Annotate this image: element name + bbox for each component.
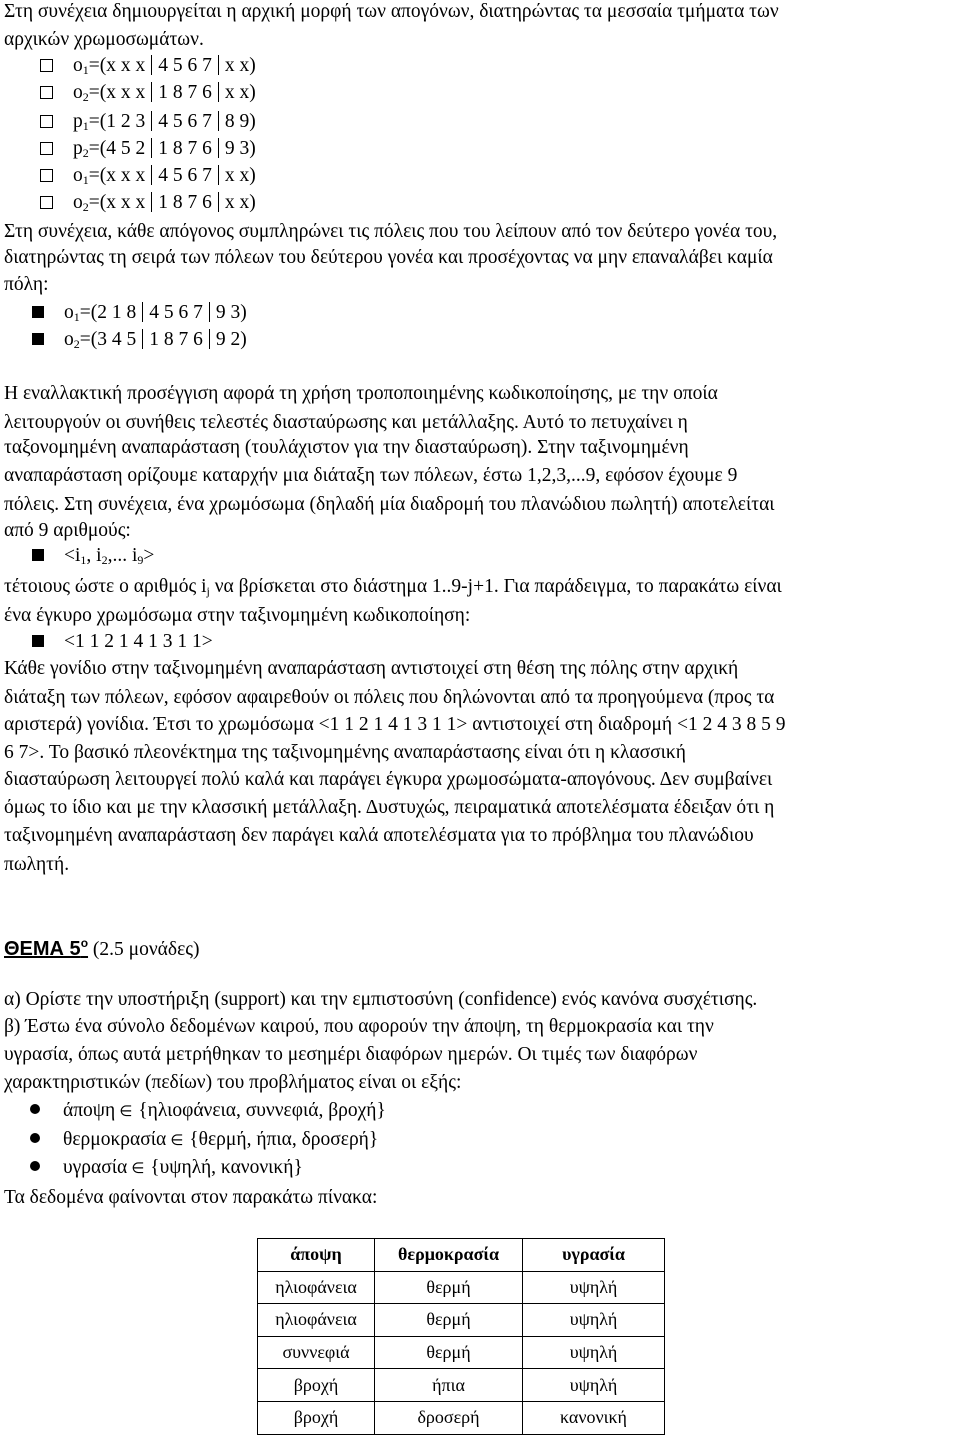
chromosome-right: x x) xyxy=(224,82,256,103)
attribute-values: {ηλιοφάνεια, συννεφιά, βροχή} xyxy=(138,1100,386,1121)
chromosome-middle: 1 8 7 6 xyxy=(149,329,203,350)
table-row xyxy=(258,1336,665,1369)
gene-text-line: όμως το ίδιο και με την κλασσική μετάλλαξη. Δυστυχώς, πειραματικά αποτελέσματα έδειξαν ότι η xyxy=(4,797,775,818)
chromosome-left: =(2 1 8 xyxy=(79,302,137,323)
chromosome-left: =(4 5 2 xyxy=(88,138,146,159)
table-intro: Τα δεδομένα φαίνονται στον παρακάτω πίνακα: xyxy=(4,1187,378,1208)
alt-text-line: λειτουργούν οι συνήθεις τελεστές διασταύρωσης και μετάλλαξης. Αυτό το πετυχαίνει η xyxy=(4,412,688,433)
table-header-cell: υγρασία xyxy=(523,1239,665,1272)
chromosome-middle: 1 8 7 6 xyxy=(158,82,212,103)
intro-text-line: αρχικών χρωμοσωμάτων. xyxy=(4,29,204,50)
element-of-icon: ∈ xyxy=(119,1102,133,1120)
chromosome-var: p xyxy=(73,111,83,132)
table-header-cell: θερμοκρασία xyxy=(375,1239,523,1272)
chromosome-index: 2 xyxy=(73,337,80,351)
alt-text-line: ταξονομημένη αναπαράσταση (τουλάχιστον για την διασταύρωση). Στην ταξινομημένη xyxy=(4,437,689,458)
chromosome-middle: 4 5 6 7 xyxy=(158,55,212,76)
bullet-dot-icon xyxy=(30,1133,40,1143)
table-cell: βροχή xyxy=(258,1369,375,1402)
chromosome-item xyxy=(32,328,247,356)
chromosome-left: =(3 4 5 xyxy=(79,329,137,350)
bullet-dot-icon xyxy=(30,1161,40,1171)
separator-bar xyxy=(218,111,219,131)
chromosome-middle: 1 8 7 6 xyxy=(158,138,212,159)
attribute-item xyxy=(30,1099,386,1123)
chromosome-right: 9 3) xyxy=(215,302,247,323)
intro-text-line: Στη συνέχεια δημιουργείται η αρχική μορφή των απογόνων, διατηρώντας τα μεσσαία τμήματα των xyxy=(4,1,779,22)
gene-text-line: διάταξη των πόλεων, εφόσον αφαιρεθούν οι πόλεις που δηλώνονται από τα προηγούμενα (προς τα xyxy=(4,687,775,708)
separator-bar xyxy=(151,138,152,158)
separator-bar xyxy=(209,329,210,349)
chromosome-left: =(x x x xyxy=(88,165,146,186)
alt-text-line: πόλεις. Στη συνέχεια, ένα χρωμόσωμα (δηλαδή μία διαδρομή του πλανώδιου πωλητή) αποτελείται xyxy=(4,494,775,515)
chromosome-var: p xyxy=(73,138,83,159)
separator-bar xyxy=(218,55,219,75)
gene-text-line: Κάθε γονίδιο στην ταξινομημένη αναπαράσταση αντιστοιχεί στη θέση της πόλης στην αρχική xyxy=(4,658,739,679)
chromosome-item xyxy=(40,81,256,109)
fill-text-line: Στη συνέχεια, κάθε απόγονος συμπληρώνει τις πόλεις που του λείπουν από τον δεύτερο γονέα του, xyxy=(4,221,778,242)
table-cell: δροσερή xyxy=(375,1401,523,1434)
chromosome-var: o xyxy=(64,302,74,323)
chromosome-middle: 4 5 6 7 xyxy=(149,302,203,323)
theme-heading: ΘΕΜΑ $5^o$ (2.5 μονάδες) xyxy=(4,936,200,960)
separator-bar xyxy=(218,165,219,185)
chromosome-index: 1 xyxy=(82,119,89,133)
table-header-cell: άποψη xyxy=(258,1239,375,1272)
table-cell: συννεφιά xyxy=(258,1336,375,1369)
gene-text-line: ταξινομημένη αναπαράσταση δεν παράγει καλά αποτελέσματα για το πρόβλημα του πλανώδιου xyxy=(4,825,754,846)
chromosome-item xyxy=(40,54,256,82)
attribute-item xyxy=(30,1156,303,1180)
chromosome-middle: 4 5 6 7 xyxy=(158,165,212,186)
range-text-line: τέτοιους ώστε ο αριθμός $i_j$ να βρίσκεται στο διάστημα 1..9-j+1. Για παράδειγμα, το παρακάτω είναι xyxy=(4,576,782,598)
table-row xyxy=(258,1369,665,1402)
table-cell: θερμή xyxy=(375,1336,523,1369)
chromosome-middle: 4 5 6 7 xyxy=(158,111,212,132)
chromosome-index: 1 xyxy=(82,173,89,187)
separator-bar xyxy=(151,165,152,185)
chromosome-item xyxy=(32,301,247,329)
checkbox-icon xyxy=(40,59,53,72)
attribute-values: {θερμή, ήπια, δροσερή} xyxy=(189,1129,379,1150)
chromosome-var: o xyxy=(73,82,83,103)
separator-bar xyxy=(151,192,152,212)
checkbox-icon xyxy=(40,86,53,99)
table-cell: κανονική xyxy=(523,1401,665,1434)
question-a: α) Ορίστε την υποστήριξη (support) και την εμπιστοσύνη (confidence) ενός κανόνα συσχέτισης. xyxy=(4,989,758,1010)
table-row xyxy=(258,1401,665,1434)
alt-text-line: Η εναλλακτική προσέγγιση αφορά τη χρήση τροποποιημένης κωδικοποίησης, με την οποία xyxy=(4,383,718,404)
separator-bar xyxy=(151,82,152,102)
table-row xyxy=(258,1304,665,1337)
chromosome-index: 2 xyxy=(82,200,89,214)
chromosome-var: o xyxy=(73,192,83,213)
chromosome-right: x x) xyxy=(224,55,256,76)
fill-text-line: πόλη: xyxy=(4,274,49,295)
table-header-row xyxy=(258,1239,665,1272)
sequence-item: $<i_1$, $i_2$,... $i_9>$ xyxy=(32,544,154,572)
chromosome-right: 8 9) xyxy=(224,111,256,132)
chromosome-right: x x) xyxy=(224,165,256,186)
table-cell: θερμή xyxy=(375,1271,523,1304)
checkbox-icon xyxy=(40,142,53,155)
separator-bar xyxy=(142,302,143,322)
separator-bar xyxy=(218,138,219,158)
attribute-item xyxy=(30,1128,378,1152)
gene-text-line: 6 7>. Το βασικό πλεονέκτημα της ταξινομημένης αναπαράστασης είναι ότι η κλασσική xyxy=(4,742,686,763)
table-cell: θερμή xyxy=(375,1304,523,1337)
table-cell: ηλιοφάνεια xyxy=(258,1271,375,1304)
chromosome-var: o xyxy=(73,165,83,186)
range-text-line: ένα έγκυρο χρωμόσωμα στην ταξινομημένη κωδικοποίηση: xyxy=(4,605,471,626)
table-cell: υψηλή xyxy=(523,1336,665,1369)
table-cell: υψηλή xyxy=(523,1304,665,1337)
separator-bar xyxy=(151,55,152,75)
separator-bar xyxy=(209,302,210,322)
chromosome-index: 2 xyxy=(82,146,89,160)
separator-bar xyxy=(151,111,152,131)
bullet-dot-icon xyxy=(30,1104,40,1114)
square-bullet-icon xyxy=(32,549,44,561)
checkbox-icon xyxy=(40,115,53,128)
chromosome-left: =(x x x xyxy=(88,82,146,103)
square-bullet-icon xyxy=(32,635,44,647)
chromosome-left: =(x x x xyxy=(88,55,146,76)
table-cell: βροχή xyxy=(258,1401,375,1434)
chromosome-right: 9 3) xyxy=(224,138,256,159)
element-of-icon: ∈ xyxy=(170,1131,184,1149)
attribute-name: άποψη xyxy=(63,1100,116,1121)
checkbox-icon xyxy=(40,169,53,182)
question-b-line: υγρασία, όπως αυτά μετρήθηκαν το μεσημέρι διαφόρων ημερών. Οι τιμές των διαφόρων xyxy=(4,1044,698,1065)
element-of-icon: ∈ xyxy=(131,1159,145,1177)
table-cell: ήπια xyxy=(375,1369,523,1402)
chromosome-var: o xyxy=(73,55,83,76)
fill-text-line: διατηρώντας τη σειρά των πόλεων του δεύτερου γονέα και προσέχοντας να μην επαναλάβει καμία xyxy=(4,247,773,268)
chromosome-item xyxy=(40,191,256,219)
chromosome-item xyxy=(40,164,256,192)
alt-text-line: αναπαράσταση ορίζουμε καταρχήν μια διάταξη των πόλεων, έστω 1,2,3,...9, εφόσον έχουμε 9 xyxy=(4,465,738,486)
question-b-line: χαρακτηριστικών (πεδίων) του προβλήματος είναι οι εξής: xyxy=(4,1072,462,1093)
chromosome-item xyxy=(40,110,256,138)
separator-bar xyxy=(142,329,143,349)
square-bullet-icon xyxy=(32,306,44,318)
example-chromosome-item: <1 1 2 1 4 1 3 1 1> xyxy=(32,630,213,654)
separator-bar xyxy=(218,82,219,102)
chromosome-middle: 1 8 7 6 xyxy=(158,192,212,213)
chromosome-left: =(1 2 3 xyxy=(88,111,146,132)
chromosome-left: =(x x x xyxy=(88,192,146,213)
question-b-line: β) Έστω ένα σύνολο δεδομένων καιρού, που αφορούν την άποψη, τη θερμοκρασία και την xyxy=(4,1016,714,1037)
table-row xyxy=(258,1271,665,1304)
checkbox-icon xyxy=(40,196,53,209)
separator-bar xyxy=(218,192,219,212)
chromosome-index: 1 xyxy=(73,310,80,324)
chromosome-right: 9 2) xyxy=(215,329,247,350)
square-bullet-icon xyxy=(32,333,44,345)
gene-text-line: πωλητή. xyxy=(4,854,70,875)
chromosome-index: 2 xyxy=(82,90,89,104)
alt-text-line: από 9 αριθμούς: xyxy=(4,520,131,541)
attribute-name: υγρασία xyxy=(63,1157,128,1178)
chromosome-item xyxy=(40,137,256,165)
gene-text-line: αριστερά) γονίδια. Έτσι το χρωμόσωμα <1 1 2 1 4 1 3 1 1> αντιστοιχεί στη διαδρομή <1 2 4 3 8 5 9 xyxy=(4,714,786,735)
table-cell: υψηλή xyxy=(523,1369,665,1402)
table-cell: ηλιοφάνεια xyxy=(258,1304,375,1337)
weather-data-table xyxy=(257,1238,665,1435)
chromosome-var: o xyxy=(64,329,74,350)
attribute-values: {υψηλή, κανονική} xyxy=(150,1157,303,1178)
chromosome-right: x x) xyxy=(224,192,256,213)
gene-text-line: διασταύρωση λειτουργεί πολύ καλά και παράγει έγκυρα χρωμοσώματα-απογόνους. Δεν συμβαίνει xyxy=(4,769,773,790)
table-cell: υψηλή xyxy=(523,1271,665,1304)
chromosome-index: 1 xyxy=(82,63,89,77)
attribute-name: θερμοκρασία xyxy=(63,1129,167,1150)
